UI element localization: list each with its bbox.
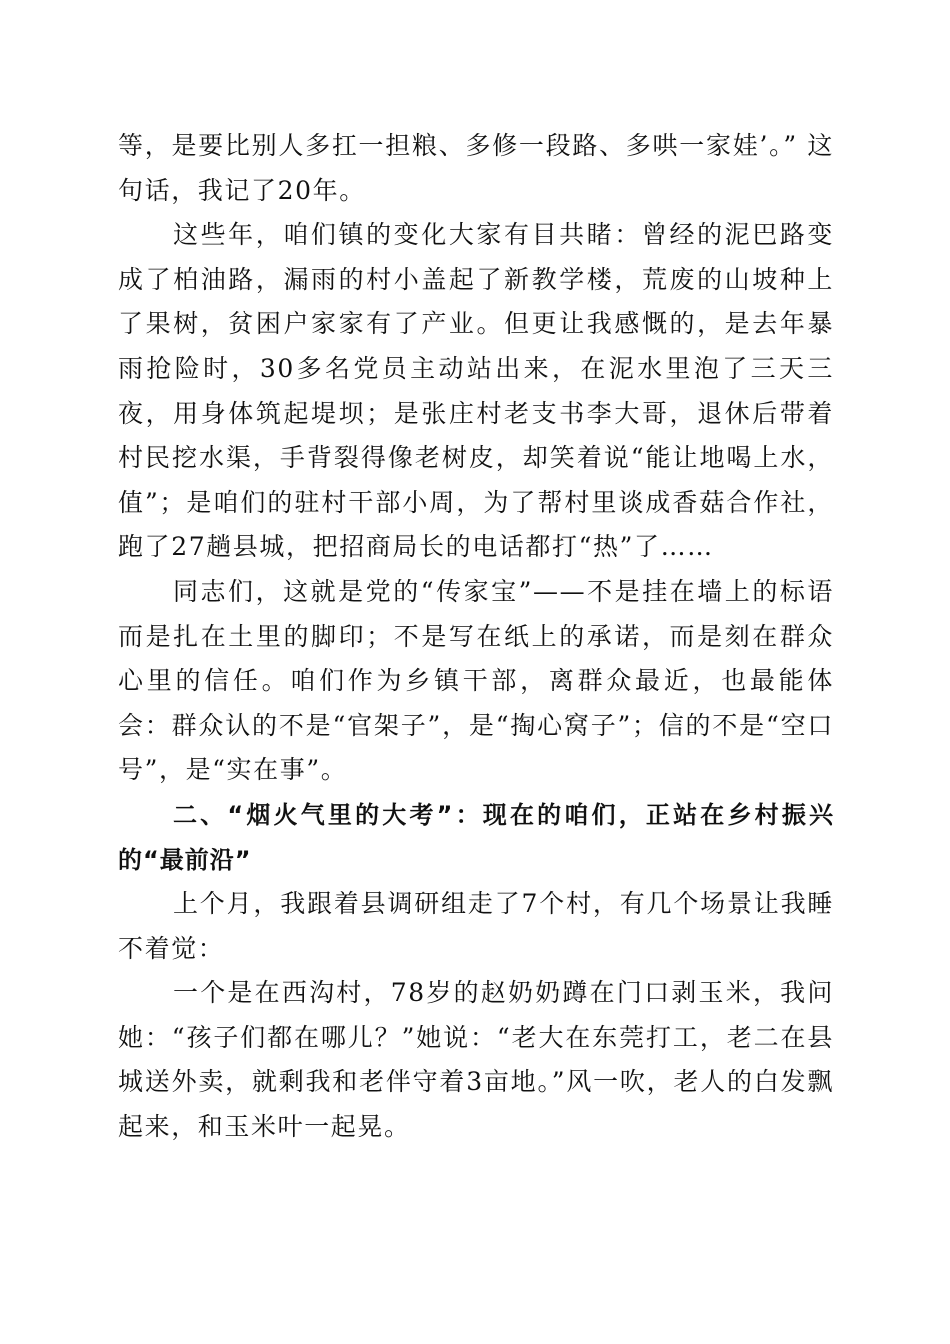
document-body — [118, 124, 834, 1150]
paragraph-xigou-village: 一个是在西沟村，78岁的赵奶奶蹲在门口剥玉米，我问她：“孩子们都在哪儿？”她说：“老大在东莞打工，老二在县城送外卖，就剩我和老伴守着3亩地。”风一吹，老人的白发飘起来，和玉米叶一起晃。 — [118, 978, 834, 1142]
paragraph-research-trip: 上个月，我跟着县调研组走了7个村，有几个场景让我睡不着觉： — [118, 889, 834, 963]
paragraph-party-heritage: 同志们，这就是党的“传家宝”——不是挂在墙上的标语而是扎在土里的脚印；不是写在纸上的承诺，而是刻在群众心里的信任。咱们作为乡镇干部，离群众最近，也最能体会：群众认的不是“官架子”，是“掏心窝子”；信的不是“空口号”，是“实在事”。 — [118, 576, 834, 785]
section-heading-2: 二、“烟火气里的大考”：现在的咱们，正站在乡村振兴的“最前沿” — [118, 800, 834, 874]
paragraph-town-changes: 这些年，咱们镇的变化大家有目共睹：曾经的泥巴路变成了柏油路，漏雨的村小盖起了新教学楼，荒废的山坡种上了果树，贫困户家家有了产业。但更让我感慨的，是去年暴雨抢险时，30多名党员主动站出来，在泥水里泡了三天三夜，用身体筑起堤坝；是张庄村老支书李大哥，退休后带着村民挖水渠，手背裂得像老树皮，却笑着说“能让地喝上水，值”；是咱们的驻村干部小周，为了帮村里谈成香菇合作社，跑了27趟县城，把招商局长的电话都打“热”了…… — [118, 220, 834, 562]
paragraph-continuation: 等，是要比别人多扛一担粮、多修一段路、多哄一家娃’。” 这句话，我记了20年。 — [118, 131, 834, 205]
